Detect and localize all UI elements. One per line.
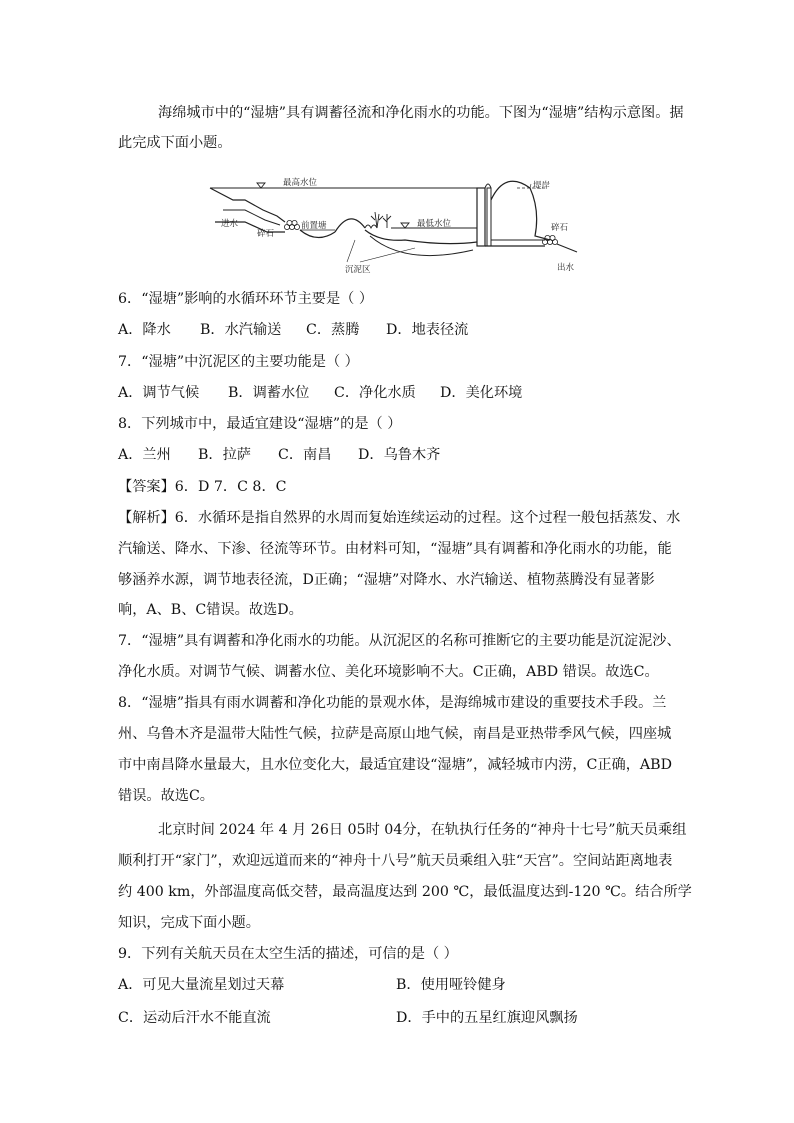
q8-option-c[interactable]: C．南昌 — [278, 447, 332, 463]
label-bank: 堤岸 — [533, 181, 551, 191]
analysis-line: 够涵养水源，调节地表径流，D正确；“湿塘”对降水、水汽输送、植物蒸腾没有显著影 — [118, 572, 655, 588]
q6-option-a[interactable]: A．降水 — [118, 322, 171, 338]
intro2-line: 约 400 km，外部温度高低交替，最高温度达到 200 ℃，最低温度达到-120 ℃。结合所学 — [118, 884, 692, 900]
intro-paragraph-line: 海绵城市中的“湿塘”具有调蓄径流和净化雨水的功能。下图为“湿塘”结构示意图。据 — [158, 105, 684, 121]
q7-option-a[interactable]: A．调节气候 — [118, 385, 200, 401]
question-9-stem: 9．下列有关航天员在太空生活的描述，可信的是（ ） — [118, 946, 458, 962]
gravel-left-icon — [284, 220, 299, 229]
analysis-line: 净化水质。对调节气候、调蓄水位、美化环境影响不大。C正确，ABD 错误。故选C。 — [118, 664, 659, 680]
q8-option-a[interactable]: A．兰州 — [118, 447, 171, 463]
label-min-level: 最低水位 — [417, 219, 452, 229]
label-inflow: 进水 — [221, 219, 239, 229]
outflow-line — [557, 244, 577, 252]
forebay-basin — [300, 230, 335, 238]
intro-paragraph-line: 此完成下面小题。 — [118, 135, 232, 151]
label-max-level: 最高水位 — [283, 178, 318, 188]
pond-bottom — [365, 230, 477, 244]
analysis-line: 汽输送、降水、下渗、径流等环节。由材料可知，“湿塘”具有调蓄和净化雨水的功能，能 — [118, 541, 672, 557]
water-level-marker-icon — [401, 223, 409, 228]
divider-mound — [335, 219, 365, 232]
q9-option-d[interactable]: D．手中的五星红旗迎风飘扬 — [396, 1010, 578, 1026]
wet-pond-diagram — [205, 170, 585, 278]
intro2-line: 顺利打开“家门”，欢迎远道而来的“神舟十八号”航天员乘组入驻“天宫”。空间站距离地表 — [118, 853, 673, 869]
q7-option-c[interactable]: C．净化水质 — [334, 385, 416, 401]
water-level-marker-icon — [257, 183, 265, 188]
question-8-stem: 8．下列城市中，最适宜建设“湿塘”的是（ ） — [118, 416, 402, 432]
label-gravel-left: 碎石 — [257, 229, 275, 239]
q9-option-b[interactable]: B．使用哑铃健身 — [396, 977, 506, 993]
analysis-line: 8．“湿塘”指具有雨水调蓄和净化功能的景观水体，是海绵城市建设的重要技术手段。兰 — [118, 695, 667, 711]
intro2-line: 北京时间 2024 年 4 月 26日 05时 04分，在轨执行任务的“神舟十七号”航天员乘组 — [158, 822, 687, 838]
question-7-stem: 7．“湿塘”中沉泥区的主要功能是（ ） — [118, 354, 359, 370]
question-6-stem: 6．“湿塘”影响的水循环环节主要是（ ） — [118, 291, 374, 307]
answer-line: 【答案】6．D 7．C 8．C — [118, 479, 287, 495]
analysis-line: 州、乌鲁木齐是温带大陆性气候，拉萨是高原山地气候，南昌是亚热带季风气候，四座城 — [118, 726, 672, 742]
label-gravel-right: 碎石 — [551, 223, 569, 233]
label-outflow: 出水 — [557, 263, 575, 273]
wetland-plants-icon — [365, 212, 391, 228]
q9-option-c[interactable]: C．运动后汗水不能直流 — [118, 1010, 271, 1026]
label-forebay: 前置塘 — [301, 221, 327, 231]
q6-option-c[interactable]: C．蒸腾 — [306, 322, 360, 338]
q6-option-d[interactable]: D．地表径流 — [386, 322, 469, 338]
analysis-line: 错误。故选C。 — [118, 788, 214, 804]
q8-option-b[interactable]: B．拉萨 — [198, 447, 251, 463]
left-slope-upper — [210, 188, 285, 222]
q7-option-d[interactable]: D．美化环境 — [440, 385, 523, 401]
analysis-line: 7．“湿塘”具有调蓄和净化雨水的功能。从沉泥区的名称可推断它的主要功能是沉淀泥沙、 — [118, 633, 681, 649]
q7-option-b[interactable]: B．调蓄水位 — [228, 385, 310, 401]
outlet-tower — [477, 188, 485, 246]
q9-option-a[interactable]: A．可见大量流星划过天幕 — [118, 977, 285, 993]
q6-option-b[interactable]: B．水汽输送 — [200, 322, 282, 338]
q8-option-d[interactable]: D．乌鲁木齐 — [358, 447, 441, 463]
analysis-line: 【解析】6．水循环是指自然界的水周而复始连续运动的过程。这个过程一般包括蒸发、水 — [118, 510, 681, 526]
label-sediment: 沉泥区 — [345, 265, 371, 275]
intro2-line: 知识，完成下面小题。 — [118, 915, 260, 931]
analysis-line: 响，A、B、C错误。故选D。 — [118, 602, 303, 618]
analysis-line: 市中南昌降水量最大，且水位变化大，最适宜建设“湿塘”，减轻城市内涝，C正确，ABD — [118, 757, 672, 773]
